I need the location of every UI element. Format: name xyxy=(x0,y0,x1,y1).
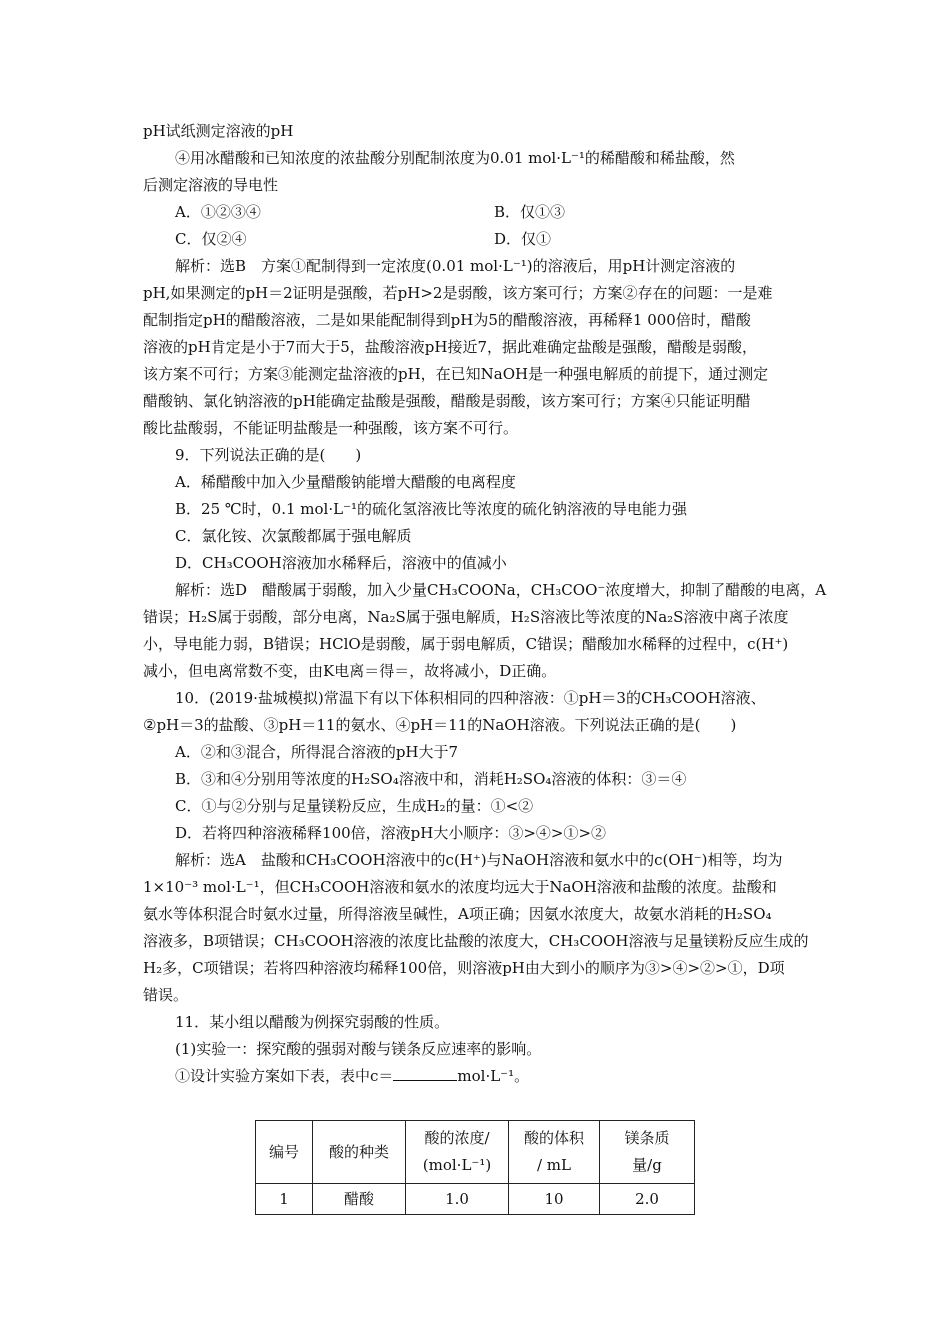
q10-option-b: B．③和④分别用等浓度的H₂SO₄溶液中和，消耗H₂SO₄溶液的体积：③＝④ xyxy=(175,770,687,788)
q10-analysis-line: 解析：选A 盐酸和CH₃COOH溶液中的c(H⁺)与NaOH溶液和氨水中的c(OH⁻)相等，均为 xyxy=(175,851,783,869)
q11-sub1-item1-suffix: mol·L⁻¹。 xyxy=(457,1067,530,1085)
q10-analysis-line: 氨水等体积混合时氨水过量，所得溶液呈碱性，A项正确；因氨水浓度大，故氨水消耗的H₂SO₄ xyxy=(143,905,772,923)
text-line: 后测定溶液的导电性 xyxy=(143,176,279,194)
q8-analysis-line: 酸比盐酸弱，不能证明盐酸是一种强酸，该方案不可行。 xyxy=(143,419,519,437)
header-text: 量/g xyxy=(632,1156,662,1174)
document-body xyxy=(143,118,827,1090)
answer-blank xyxy=(393,1065,457,1081)
q9-analysis-line: 错误；H₂S属于弱酸，部分电离，Na₂S属于强电解质，H₂S溶液比等浓度的Na₂S溶液中离子浓度 xyxy=(143,608,789,626)
q9-option-d: D．CH₃COOH溶液加水稀释后，溶液中的值减小 xyxy=(175,554,507,572)
text-line: ④用冰醋酸和已知浓度的浓盐酸分别配制浓度为0.01 mol·L⁻¹的稀醋酸和稀盐酸，然 xyxy=(175,149,735,167)
table-header-cell xyxy=(509,1121,600,1184)
q9-stem: 9．下列说法正确的是( ) xyxy=(175,446,362,464)
q11-stem: 11．某小组以醋酸为例探究弱酸的性质。 xyxy=(175,1013,450,1031)
q9-analysis-line: 小，导电能力弱，B错误；HClO是弱酸，属于弱电解质，C错误；醋酸加水稀释的过程中，c(H⁺) xyxy=(143,635,789,653)
q9-option-a: A．稀醋酸中加入少量醋酸钠能增大醋酸的电离程度 xyxy=(175,473,516,491)
experiment-table xyxy=(255,1120,695,1215)
q8-option-c: C．仅②④ xyxy=(175,230,247,248)
q8-option-a: A．①②③④ xyxy=(175,203,261,221)
header-text: 编号 xyxy=(268,1142,299,1161)
table-row xyxy=(256,1184,695,1215)
q9-option-c: C．氯化铵、次氯酸都属于强电解质 xyxy=(175,527,412,545)
q8-analysis-line: 解析：选B 方案①配制得到一定浓度(0.01 mol·L⁻¹)的溶液后，用pH计测定溶液的 xyxy=(175,257,736,275)
q11-sub1-item1-prefix: ①设计实验方案如下表，表中c＝ xyxy=(175,1067,394,1085)
table-cell: 1.0 xyxy=(406,1184,509,1215)
q10-stem: ②pH＝3的盐酸、③pH＝11的氨水、④pH＝11的NaOH溶液。下列说法正确的是( ) xyxy=(143,716,737,734)
q8-analysis-line: 溶液的pH肯定是小于7而大于5，盐酸溶液pH接近7，据此难确定盐酸是强酸，醋酸是弱酸， xyxy=(143,338,758,356)
q8-option-b: B．仅①③ xyxy=(494,203,566,221)
q10-stem: 10．(2019·盐城模拟)常温下有以下体积相同的四种溶液：①pH＝3的CH₃COOH溶液、 xyxy=(175,689,766,707)
header-text: 酸的体积 xyxy=(523,1129,584,1147)
table-cell: 1 xyxy=(256,1184,313,1215)
q8-option-d: D．仅① xyxy=(494,230,552,248)
header-text: / mL xyxy=(536,1156,571,1174)
header-text: 酸的浓度/ xyxy=(424,1129,490,1147)
q8-options-row xyxy=(143,226,811,253)
q9-option-b: B．25 ℃时，0.1 mol·L⁻¹的硫化氢溶液比等浓度的硫化钠溶液的导电能力强 xyxy=(175,500,687,518)
header-text: (mol·L⁻¹) xyxy=(422,1156,492,1174)
q10-option-c: C．①与②分别与足量镁粉反应，生成H₂的量：①<② xyxy=(175,797,534,815)
q8-analysis-line: 该方案不可行；方案③能测定盐溶液的pH，在已知NaOH是一种强电解质的前提下，通过测定 xyxy=(143,365,769,383)
table-header-cell xyxy=(256,1121,313,1184)
q11-sub1-item1 xyxy=(143,1063,811,1090)
table-header-cell xyxy=(313,1121,406,1184)
header-text: 镁条质 xyxy=(624,1129,670,1147)
q10-option-a: A．②和③混合，所得混合溶液的pH大于7 xyxy=(175,743,459,761)
table-cell: 醋酸 xyxy=(313,1184,406,1215)
table-cell: 2.0 xyxy=(600,1184,695,1215)
q10-analysis-line: H₂多，C项错误；若将四种溶液均稀释100倍，则溶液pH由大到小的顺序为③>④>②>①，D项 xyxy=(143,959,785,977)
q8-analysis-line: 配制指定pH的醋酸溶液，二是如果能配制得到pH为5的醋酸溶液，再稀释1 000倍时，醋酸 xyxy=(143,311,751,329)
table-cell: 10 xyxy=(509,1184,600,1215)
q8-analysis-line: 醋酸钠、氯化钠溶液的pH能确定盐酸是强酸，醋酸是弱酸，该方案可行；方案④只能证明醋 xyxy=(143,392,751,410)
q8-analysis-line: pH,如果测定的pH＝2证明是强酸，若pH>2是弱酸，该方案可行；方案②存在的问题：一是难 xyxy=(143,284,773,302)
q10-analysis-line: 溶液多，B项错误；CH₃COOH溶液的浓度比盐酸的浓度大，CH₃COOH溶液与足量镁粉反应生成的 xyxy=(143,932,809,950)
q9-analysis-line: 解析：选D 醋酸属于弱酸，加入少量CH₃COONa，CH₃COO⁻浓度增大，抑制了醋酸的电离，A xyxy=(175,581,827,599)
q10-option-d: D．若将四种溶液稀释100倍，溶液pH大小顺序：③>④>①>② xyxy=(175,824,607,842)
text-line: pH试纸测定溶液的pH xyxy=(143,122,294,140)
q9-analysis-line: 减小，但电离常数不变，由K电离＝得＝，故将减小，D正确。 xyxy=(143,662,557,680)
table-header-cell xyxy=(406,1121,509,1184)
q10-analysis-line: 错误。 xyxy=(143,986,189,1004)
table-header-cell xyxy=(600,1121,695,1184)
q10-analysis-line: 1×10⁻³ mol·L⁻¹，但CH₃COOH溶液和氨水的浓度均远大于NaOH溶液和盐酸的浓度。盐酸和 xyxy=(143,878,777,896)
header-text: 酸的种类 xyxy=(328,1142,389,1161)
table-header-row xyxy=(256,1121,695,1184)
q8-options-row xyxy=(143,199,811,226)
q11-sub1: (1)实验一：探究酸的强弱对酸与镁条反应速率的影响。 xyxy=(175,1040,542,1058)
